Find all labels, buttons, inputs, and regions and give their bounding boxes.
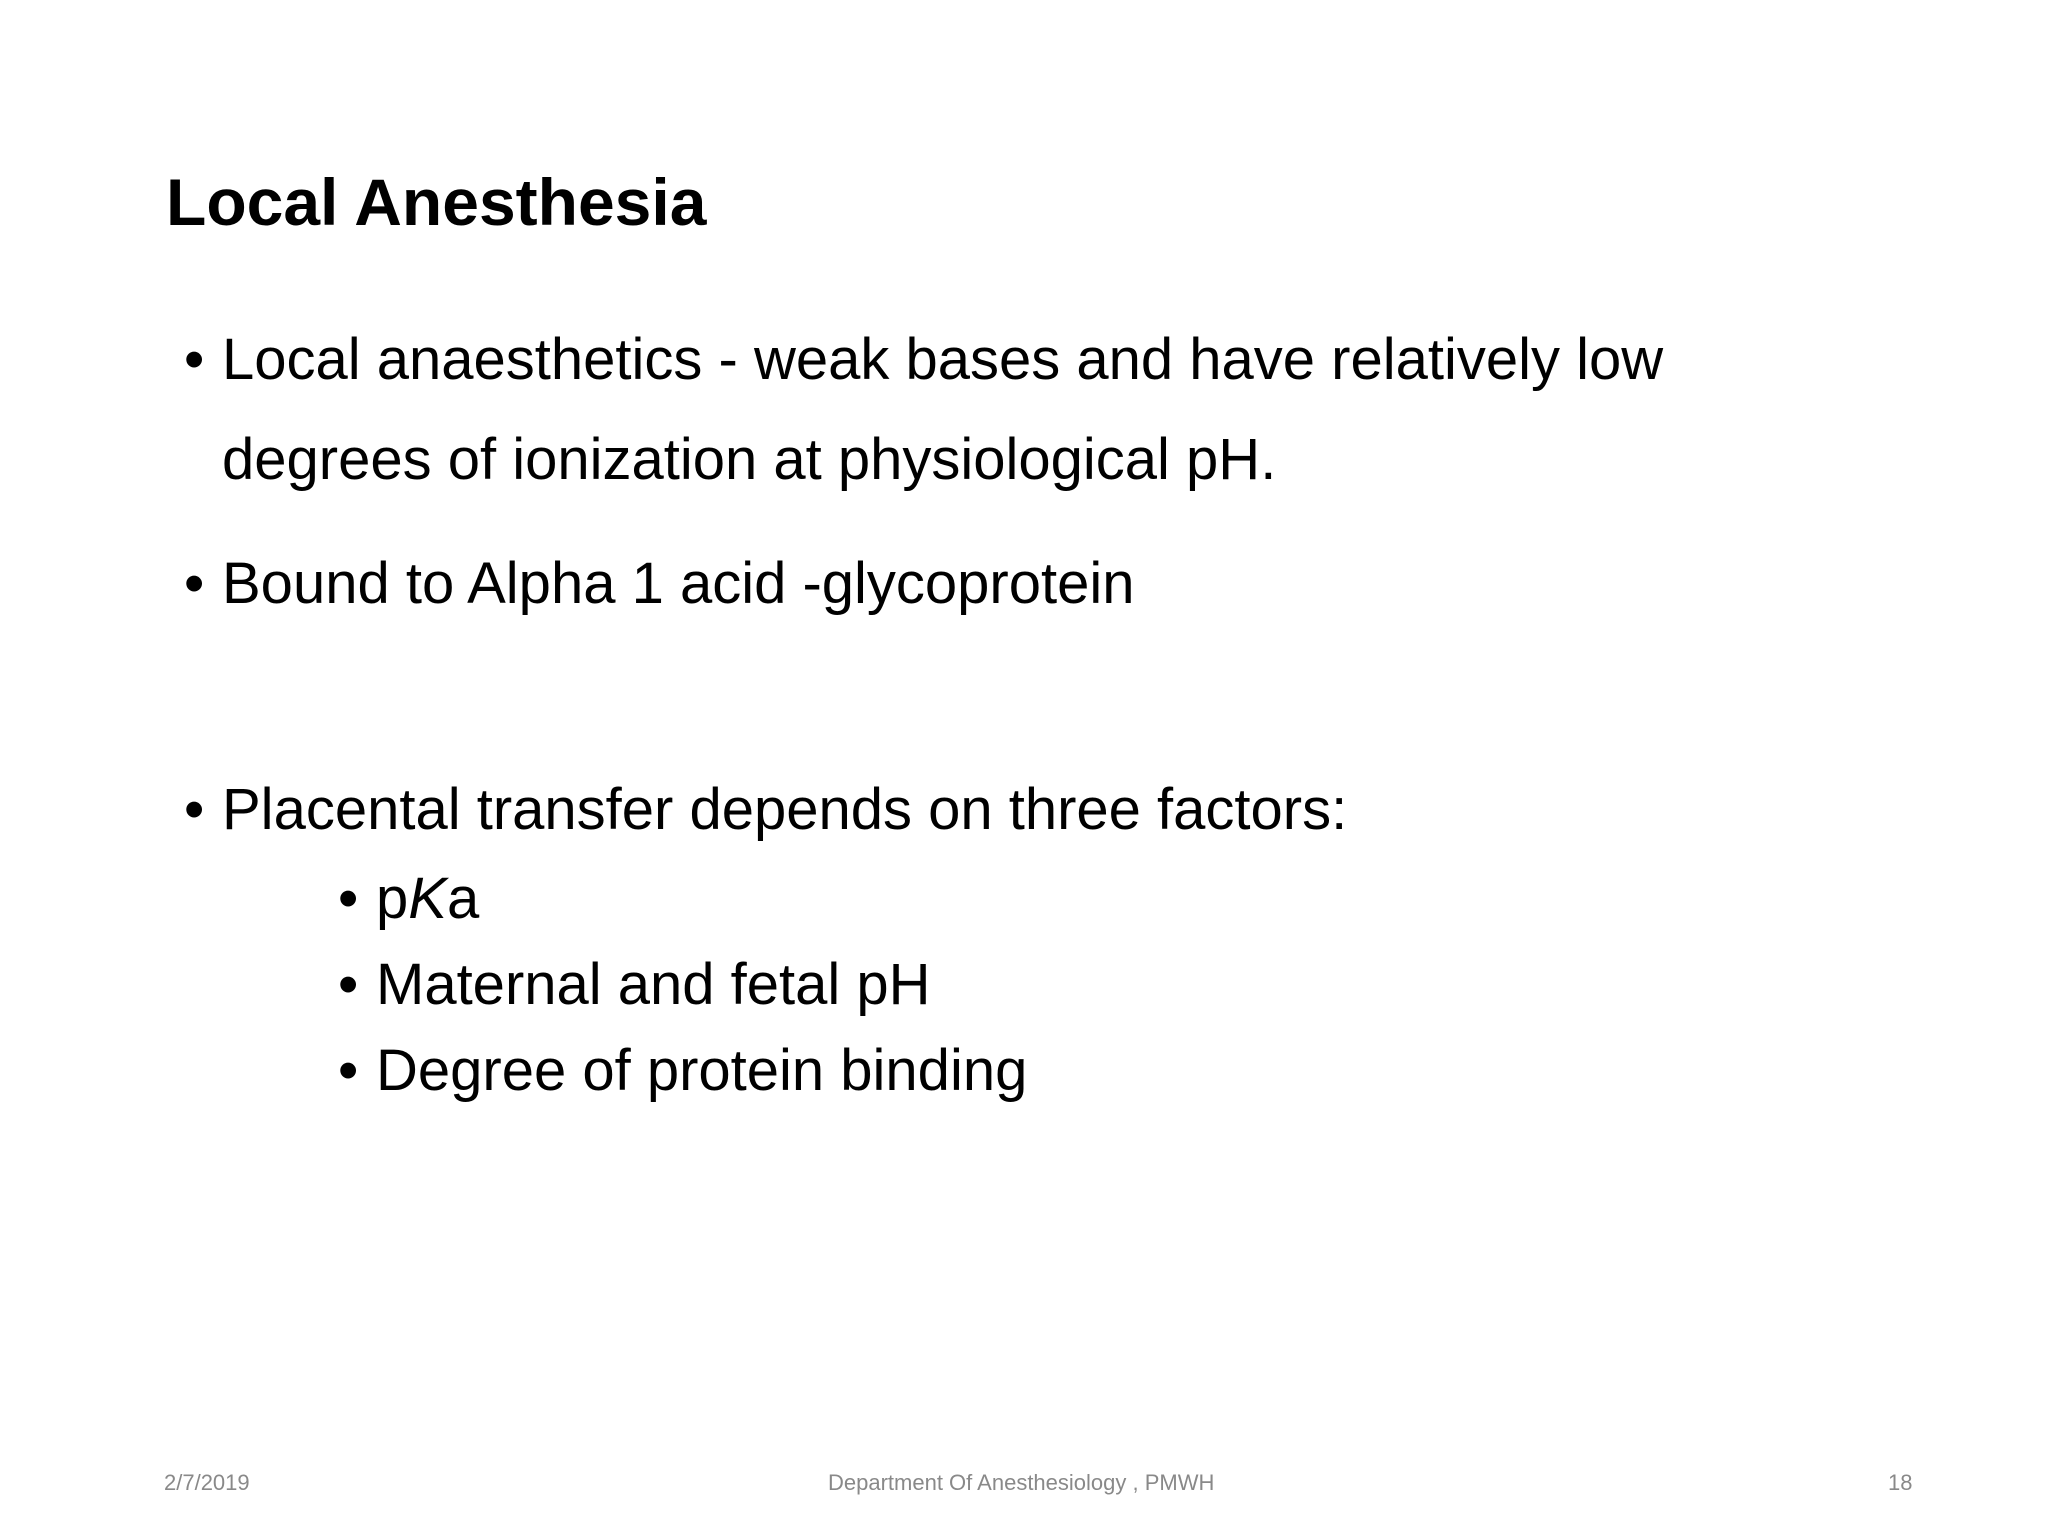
bullet-dot-icon: • — [338, 952, 359, 1017]
bullet-dot-icon: • — [184, 551, 205, 616]
sub-bullet-item — [338, 942, 931, 1028]
footer-page-number: 18 — [1888, 1470, 1913, 1495]
bullet-text: Placental transfer depends on three factors: — [222, 777, 1348, 842]
pka-prefix: p — [376, 866, 409, 931]
bullet-item — [184, 310, 1884, 510]
sub-bullet-text: Degree of protein binding — [376, 1038, 1028, 1103]
bullet-text: Local anaesthetics - weak bases and have relatively low degrees of ionization at physiological pH. — [222, 327, 1664, 492]
footer-date: 2/7/2019 — [164, 1470, 250, 1495]
bullet-dot-icon: • — [338, 866, 359, 931]
bullet-dot-icon: • — [184, 327, 205, 392]
sub-bullet-item — [338, 1028, 1027, 1114]
sub-bullet-text: Maternal and fetal pH — [376, 952, 931, 1017]
footer-department: Department Of Anesthesiology , PMWH — [828, 1470, 1215, 1495]
bullet-dot-icon: • — [184, 777, 205, 842]
bullet-item — [184, 534, 1884, 634]
pka-italic: K — [408, 866, 447, 931]
sub-bullet-item — [338, 856, 479, 942]
bullet-dot-icon: • — [338, 1038, 359, 1103]
bullet-text: Bound to Alpha 1 acid -glycoprotein — [222, 551, 1135, 616]
sub-bullet-text — [376, 856, 479, 942]
pka-suffix: a — [446, 866, 480, 931]
bullet-item — [184, 760, 1884, 860]
slide-title: Local Anesthesia — [166, 165, 707, 239]
